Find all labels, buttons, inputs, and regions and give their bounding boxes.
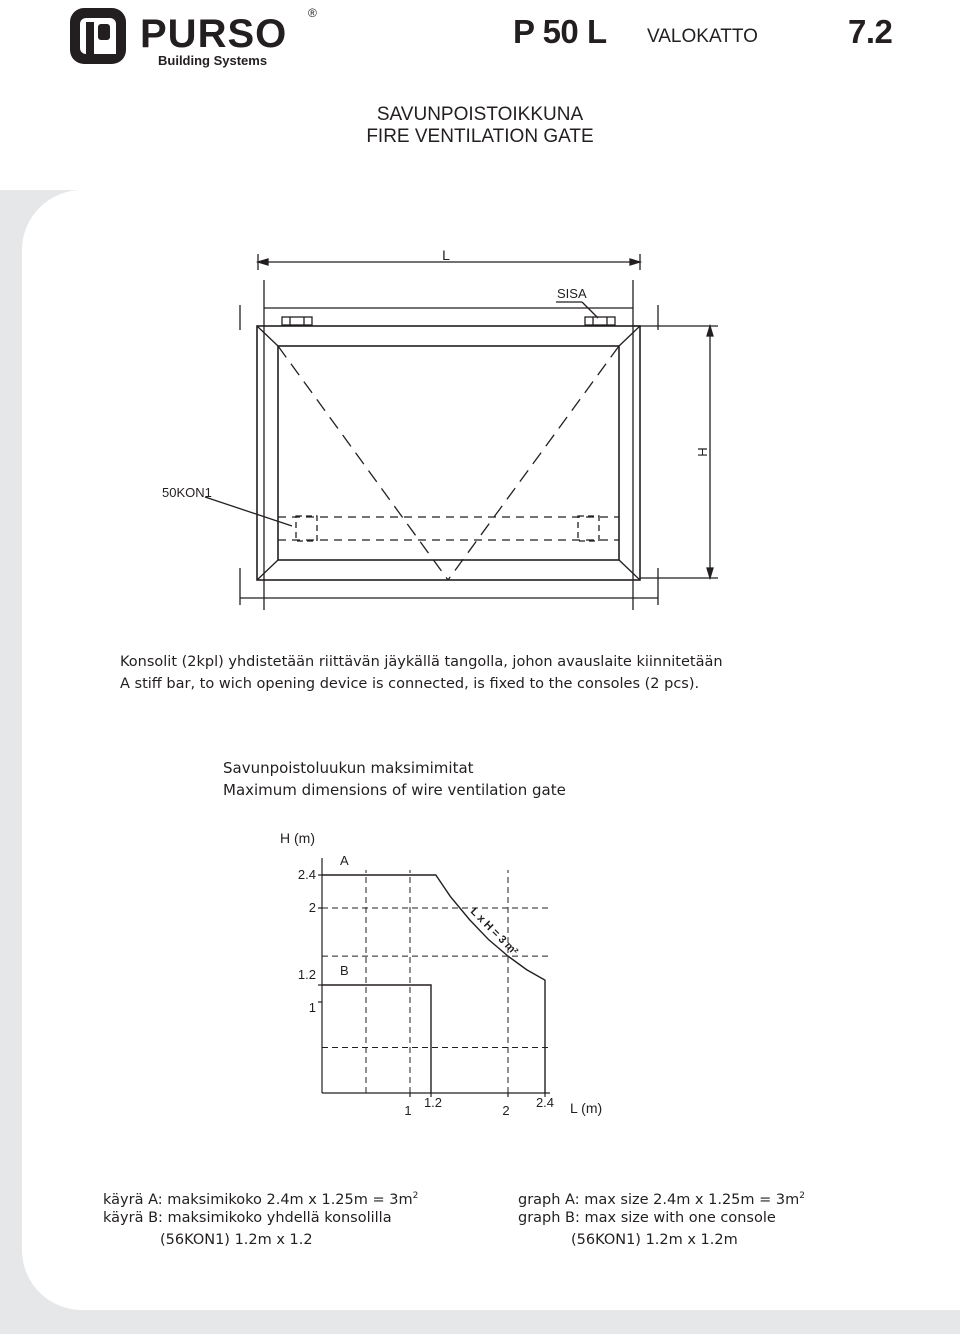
console-label: 50KON1: [162, 485, 212, 500]
x-tick-label: 1: [404, 1103, 412, 1118]
x-tick-label: 2.4: [535, 1095, 555, 1110]
description-english: A stiff bar, to wich opening device is connected, is fixed to the consoles (2 pcs).: [120, 676, 700, 692]
technical-drawing: [0, 0, 960, 640]
x-tick-label: 2: [502, 1103, 510, 1118]
legend-en-b: graph B: max size with one console: [518, 1210, 776, 1226]
series-a-label: A: [340, 853, 349, 868]
product-code: P 50 L: [513, 13, 607, 50]
legend-fi-b: käyrä B: maksimikoko yhdellä konsolilla: [103, 1210, 392, 1226]
legend-fi-a: käyrä A: maksimikoko 2.4m x $1.25m = 3m^2$: [103, 1191, 419, 1208]
max-dimensions-chart: [0, 820, 960, 1130]
curve-formula-label: L x H = 3 m²: [467, 905, 521, 958]
series-b-label: B: [340, 963, 349, 978]
product-category: VALOKATTO: [647, 26, 758, 47]
x-tick-label: 1.2: [423, 1095, 443, 1110]
sisa-label: SISA: [557, 286, 587, 301]
dimension-h-label: H: [695, 447, 710, 457]
legend-fi-b2: (56KON1) 1.2m x 1.2: [160, 1232, 313, 1248]
y-tick-label: 2.4: [297, 867, 316, 882]
legend-en-a: graph A: max size 2.4m x $1.25m = 3m^2$: [518, 1191, 805, 1208]
y-axis-label: H (m): [280, 830, 315, 846]
chart-heading-english: Maximum dimensions of wire ventilation gate: [223, 781, 566, 799]
series-b-line: [322, 985, 431, 1093]
section-number: 7.2: [848, 13, 893, 50]
registered-mark: ®: [308, 6, 317, 20]
y-tick-label: 1.2: [297, 967, 316, 982]
y-tick-label: 1: [308, 1000, 316, 1015]
title-english: FIRE VENTILATION GATE: [366, 126, 594, 147]
dimension-l-label: L: [442, 247, 450, 263]
x-axis-label: L (m): [570, 1100, 603, 1116]
legend-en-b2: (56KON1) 1.2m x 1.2m: [571, 1232, 738, 1248]
description-finnish: Konsolit (2kpl) yhdistetään riittävän jäykällä tangolla, johon avauslaite kiinnitetään: [120, 654, 723, 670]
chart-heading-finnish: Savunpoistoluukun maksimimitat: [223, 759, 474, 777]
y-tick-label: 2: [308, 900, 316, 915]
title-finnish: SAVUNPOISTOIKKUNA: [376, 104, 584, 125]
logo-subtitle: Building Systems: [158, 53, 268, 68]
logo-name: PURSO: [140, 12, 288, 56]
